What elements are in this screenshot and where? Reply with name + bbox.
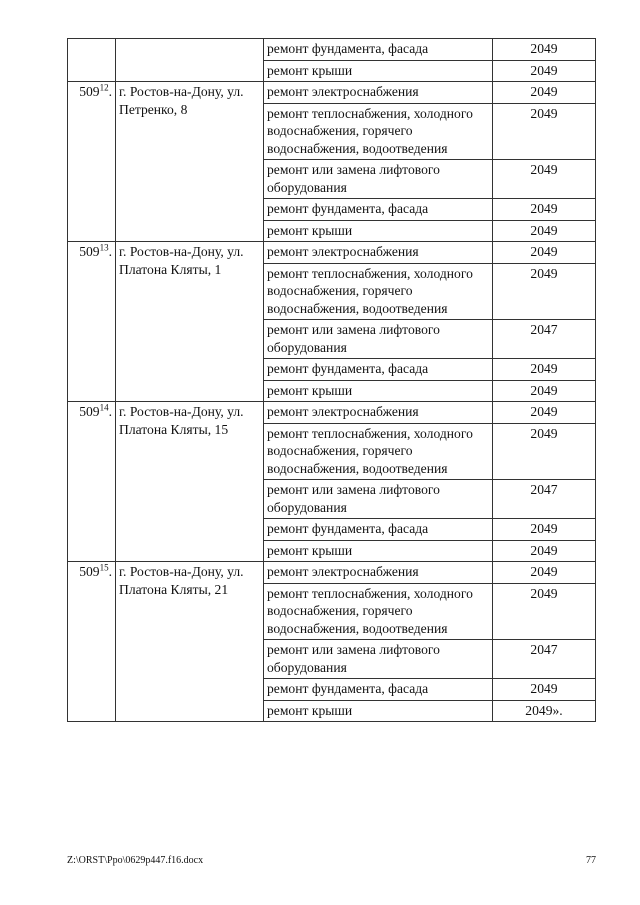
item-number-cell — [68, 402, 116, 562]
item-number-superscript: 15 — [99, 562, 109, 573]
item-number-superscript: 13 — [99, 242, 109, 253]
address-cell: г. Ростов-на-Дону, ул. Петренко, 8 — [116, 82, 264, 242]
item-number-dot: . — [108, 564, 112, 579]
year-cell: 2049 — [493, 103, 596, 160]
year-cell: 2049 — [493, 359, 596, 381]
work-type-cell: ремонт электроснабжения — [264, 82, 493, 104]
item-number-superscript: 12 — [99, 82, 109, 93]
work-type-cell: ремонт или замена лифтового оборудования — [264, 480, 493, 519]
item-number: 509 — [79, 564, 100, 579]
item-number-cell — [68, 242, 116, 402]
work-type-cell: ремонт крыши — [264, 380, 493, 402]
footer-page-number: 77 — [586, 855, 596, 866]
year-cell: 2049 — [493, 220, 596, 242]
year-cell: 2047 — [493, 480, 596, 519]
work-type-cell: ремонт электроснабжения — [264, 562, 493, 584]
year-cell: 2049 — [493, 199, 596, 221]
work-type-cell: ремонт фундамента, фасада — [264, 679, 493, 701]
item-number-dot: . — [108, 84, 112, 99]
year-cell: 2049 — [493, 263, 596, 320]
item-number-cell — [68, 562, 116, 722]
item-number-cell — [68, 82, 116, 242]
item-number: 509 — [79, 84, 100, 99]
table-row — [68, 39, 596, 61]
item-number-superscript: 14 — [99, 402, 109, 413]
work-type-cell: ремонт теплоснабжения, холодного водоснабжения, горячего водоснабжения, водоотведения — [264, 263, 493, 320]
work-type-cell: ремонт крыши — [264, 60, 493, 82]
address-cell: г. Ростов-на-Дону, ул. Платона Кляты, 15 — [116, 402, 264, 562]
address-cell: г. Ростов-на-Дону, ул. Платона Кляты, 21 — [116, 562, 264, 722]
year-cell: 2049 — [493, 423, 596, 480]
year-cell: 2049 — [493, 519, 596, 541]
year-cell: 2049 — [493, 679, 596, 701]
item-number-cell — [68, 39, 116, 82]
work-type-cell: ремонт крыши — [264, 700, 493, 722]
year-cell: 2049 — [493, 242, 596, 264]
item-number: 509 — [79, 244, 100, 259]
work-type-cell: ремонт электроснабжения — [264, 402, 493, 424]
work-type-cell: ремонт фундамента, фасада — [264, 39, 493, 61]
item-number-dot: . — [108, 404, 112, 419]
work-type-cell: ремонт или замена лифтового оборудования — [264, 160, 493, 199]
work-type-cell: ремонт теплоснабжения, холодного водоснабжения, горячего водоснабжения, водоотведения — [264, 103, 493, 160]
table-row — [68, 562, 596, 584]
year-cell: 2049 — [493, 160, 596, 199]
year-cell: 2049 — [493, 583, 596, 640]
table-row — [68, 242, 596, 264]
address-cell: г. Ростов-на-Дону, ул. Платона Кляты, 1 — [116, 242, 264, 402]
work-type-cell: ремонт крыши — [264, 220, 493, 242]
year-cell: 2049 — [493, 562, 596, 584]
year-cell: 2049 — [493, 39, 596, 61]
work-type-cell: ремонт или замена лифтового оборудования — [264, 320, 493, 359]
work-type-cell: ремонт теплоснабжения, холодного водоснабжения, горячего водоснабжения, водоотведения — [264, 583, 493, 640]
item-number: 509 — [79, 404, 100, 419]
work-type-cell: ремонт электроснабжения — [264, 242, 493, 264]
year-cell: 2049 — [493, 380, 596, 402]
table-body — [68, 39, 596, 722]
year-cell: 2049 — [493, 60, 596, 82]
table-row — [68, 402, 596, 424]
work-type-cell: ремонт фундамента, фасада — [264, 519, 493, 541]
year-cell: 2049». — [493, 700, 596, 722]
repair-schedule-table — [67, 38, 596, 722]
year-cell: 2047 — [493, 320, 596, 359]
address-cell — [116, 39, 264, 82]
work-type-cell: ремонт или замена лифтового оборудования — [264, 640, 493, 679]
table-row — [68, 82, 596, 104]
item-number-dot: . — [108, 244, 112, 259]
work-type-cell: ремонт теплоснабжения, холодного водоснабжения, горячего водоснабжения, водоотведения — [264, 423, 493, 480]
year-cell: 2049 — [493, 540, 596, 562]
work-type-cell: ремонт фундамента, фасада — [264, 199, 493, 221]
year-cell: 2049 — [493, 402, 596, 424]
footer-file-path: Z:\ORST\Ppo\0629p447.f16.docx — [67, 855, 204, 866]
work-type-cell: ремонт фундамента, фасада — [264, 359, 493, 381]
year-cell: 2047 — [493, 640, 596, 679]
year-cell: 2049 — [493, 82, 596, 104]
work-type-cell: ремонт крыши — [264, 540, 493, 562]
